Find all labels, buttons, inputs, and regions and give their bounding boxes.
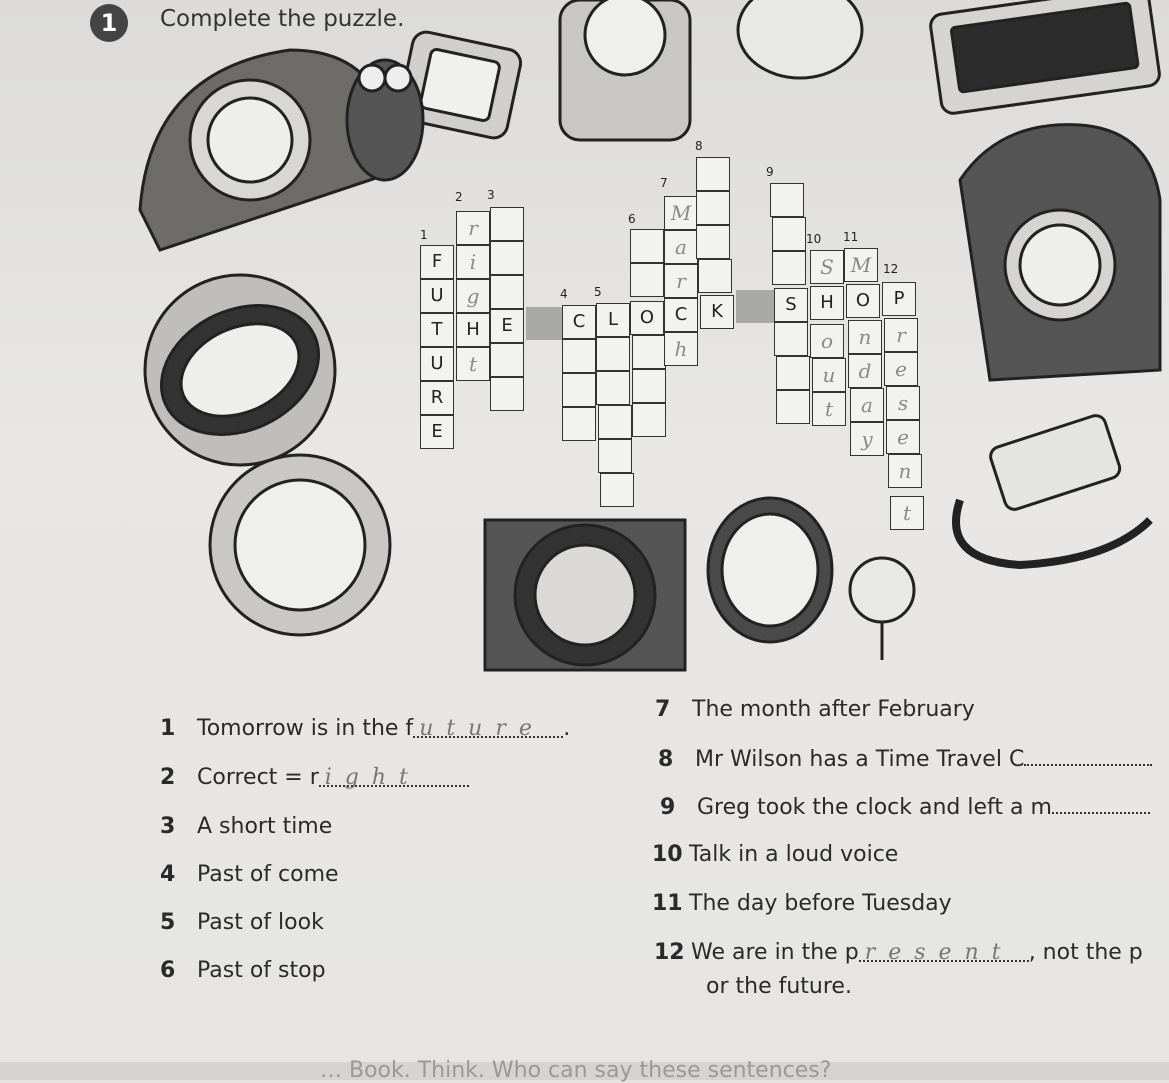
clue-number: 6 — [160, 958, 176, 983]
grid-shaded-bar — [526, 307, 562, 340]
grid-cell — [776, 390, 810, 424]
grid-cell: r — [884, 318, 918, 352]
clue-text: Tomorrow is in the f — [197, 716, 414, 741]
clue-number: 2 — [160, 765, 176, 790]
clue-8 — [658, 744, 1152, 772]
grid-cell: T — [420, 313, 454, 347]
grid-cell — [630, 229, 664, 263]
grid-cell: O — [846, 284, 880, 318]
clue-text: Past of come — [197, 862, 339, 887]
grid-cell — [490, 377, 524, 411]
grid-cell — [776, 356, 810, 390]
next-exercise-strip — [0, 1058, 1169, 1083]
clue-9 — [660, 792, 1150, 820]
clue-1 — [160, 716, 570, 741]
grid-number: 11 — [843, 230, 859, 244]
grid-cell: y — [850, 422, 884, 456]
clue-4 — [160, 862, 339, 887]
grid-cell: r — [456, 211, 490, 245]
grid-cell: r — [664, 264, 698, 298]
clue-11 — [652, 891, 952, 916]
grid-cell: E — [490, 309, 524, 343]
grid-number: 7 — [660, 176, 668, 190]
grid-cell — [698, 259, 732, 293]
grid-cell — [772, 251, 806, 285]
grid-shaded-bar — [736, 290, 776, 323]
grid-cell: O — [630, 301, 664, 335]
grid-number: 9 — [766, 165, 774, 179]
grid-cell: P — [882, 282, 916, 316]
grid-cell: C — [562, 305, 596, 339]
clue-number: 9 — [660, 795, 676, 820]
clue-text: Past of stop — [197, 958, 326, 983]
grid-cell: F — [420, 245, 454, 279]
grid-cell: U — [420, 279, 454, 313]
grid-cell — [774, 322, 808, 356]
grid-cell: S — [774, 288, 808, 322]
cut-off-text: … Book. Think. Who can say these sentences? — [320, 1058, 832, 1083]
grid-cell — [562, 339, 596, 373]
grid-cell: t — [456, 347, 490, 381]
grid-cell: H — [810, 286, 844, 320]
clue-number: 8 — [658, 747, 674, 772]
grid-cell — [490, 343, 524, 377]
clue-number: 12 — [654, 940, 685, 965]
grid-cell: K — [700, 295, 734, 329]
grid-cell: a — [850, 388, 884, 422]
grid-cell — [632, 403, 666, 437]
grid-cell — [562, 373, 596, 407]
grid-cell: o — [810, 324, 844, 358]
grid-cell: a — [664, 230, 698, 264]
clue-10 — [652, 842, 898, 867]
clue-6 — [160, 958, 326, 983]
grid-cell: u — [812, 358, 846, 392]
grid-cell: t — [812, 392, 846, 426]
grid-number: 5 — [594, 285, 602, 299]
clue-text: Talk in a loud voice — [689, 842, 899, 867]
answer-blank[interactable] — [1052, 792, 1150, 814]
grid-cell — [696, 191, 730, 225]
clue-number: 1 — [160, 716, 176, 741]
grid-cell — [632, 335, 666, 369]
clue-text: The month after February — [692, 697, 975, 722]
grid-number: 10 — [806, 232, 822, 246]
handwritten-answer: u t u r e — [419, 716, 535, 741]
clue-number: 11 — [652, 891, 683, 916]
clue-text-after: . — [563, 716, 571, 741]
clue-number: 7 — [655, 697, 671, 722]
handwritten-answer: i g h t — [324, 765, 411, 790]
grid-cell — [598, 439, 632, 473]
grid-cell — [490, 241, 524, 275]
clue-7 — [655, 697, 975, 722]
grid-cell — [600, 473, 634, 507]
grid-cell: n — [888, 454, 922, 488]
clue-number: 3 — [160, 814, 176, 839]
grid-cell: h — [664, 332, 698, 366]
clue-number: 10 — [652, 842, 683, 867]
answer-blank[interactable] — [319, 765, 469, 790]
grid-cell: e — [884, 352, 918, 386]
grid-cell: M — [844, 248, 878, 282]
clue-2 — [160, 765, 469, 790]
grid-cell — [490, 207, 524, 241]
grid-number: 4 — [560, 287, 568, 301]
grid-cell — [772, 217, 806, 251]
clue-12 — [654, 940, 1143, 965]
grid-cell: R — [420, 381, 454, 415]
grid-cell: M — [664, 196, 698, 230]
exercise-number-badge: 1 — [90, 4, 128, 42]
grid-cell — [696, 157, 730, 191]
grid-cell: C — [664, 298, 698, 332]
grid-cell — [632, 369, 666, 403]
answer-blank[interactable] — [859, 940, 1029, 965]
grid-cell: L — [596, 303, 630, 337]
clue-text: Past of look — [197, 910, 324, 935]
clue-number: 5 — [160, 910, 176, 935]
grid-cell: t — [890, 496, 924, 530]
clue-text: Greg took the clock and left a m — [697, 795, 1052, 820]
clue-text: The day before Tuesday — [689, 891, 952, 916]
clue-5 — [160, 910, 324, 935]
grid-cell: S — [810, 250, 844, 284]
grid-cell: e — [886, 420, 920, 454]
grid-number: 12 — [883, 262, 899, 276]
clue-number: 4 — [160, 862, 176, 887]
clue-text-after: , not the p — [1028, 940, 1143, 965]
clue-text: Correct = r — [197, 765, 319, 790]
grid-cell — [562, 407, 596, 441]
grid-cell: U — [420, 347, 454, 381]
handwritten-answer: r e s e n t — [864, 940, 1004, 965]
grid-cell — [596, 337, 630, 371]
clue-text: or the future. — [706, 974, 852, 999]
grid-cell: d — [848, 354, 882, 388]
grid-cell: H — [456, 313, 490, 347]
grid-number: 2 — [455, 190, 463, 204]
grid-cell — [596, 371, 630, 405]
grid-cell — [598, 405, 632, 439]
grid-cell: g — [456, 279, 490, 313]
grid-cell: s — [886, 386, 920, 420]
answer-blank[interactable] — [413, 716, 563, 741]
grid-cell: E — [420, 415, 454, 449]
clue-3 — [160, 814, 332, 839]
grid-cell — [630, 263, 664, 297]
exercise-title: Complete the puzzle. — [160, 6, 405, 32]
clue-text: A short time — [197, 814, 333, 839]
grid-number: 3 — [487, 188, 495, 202]
clue-text: We are in the p — [691, 940, 859, 965]
grid-cell: n — [848, 320, 882, 354]
clue-12-continuation — [706, 974, 852, 999]
grid-cell — [770, 183, 804, 217]
grid-number: 1 — [420, 228, 428, 242]
answer-blank[interactable] — [1024, 744, 1152, 766]
grid-number: 8 — [695, 139, 703, 153]
grid-cell — [696, 225, 730, 259]
grid-cell: i — [456, 245, 490, 279]
grid-number: 6 — [628, 212, 636, 226]
grid-cell — [490, 275, 524, 309]
clue-text: Mr Wilson has a Time Travel C — [695, 747, 1025, 772]
